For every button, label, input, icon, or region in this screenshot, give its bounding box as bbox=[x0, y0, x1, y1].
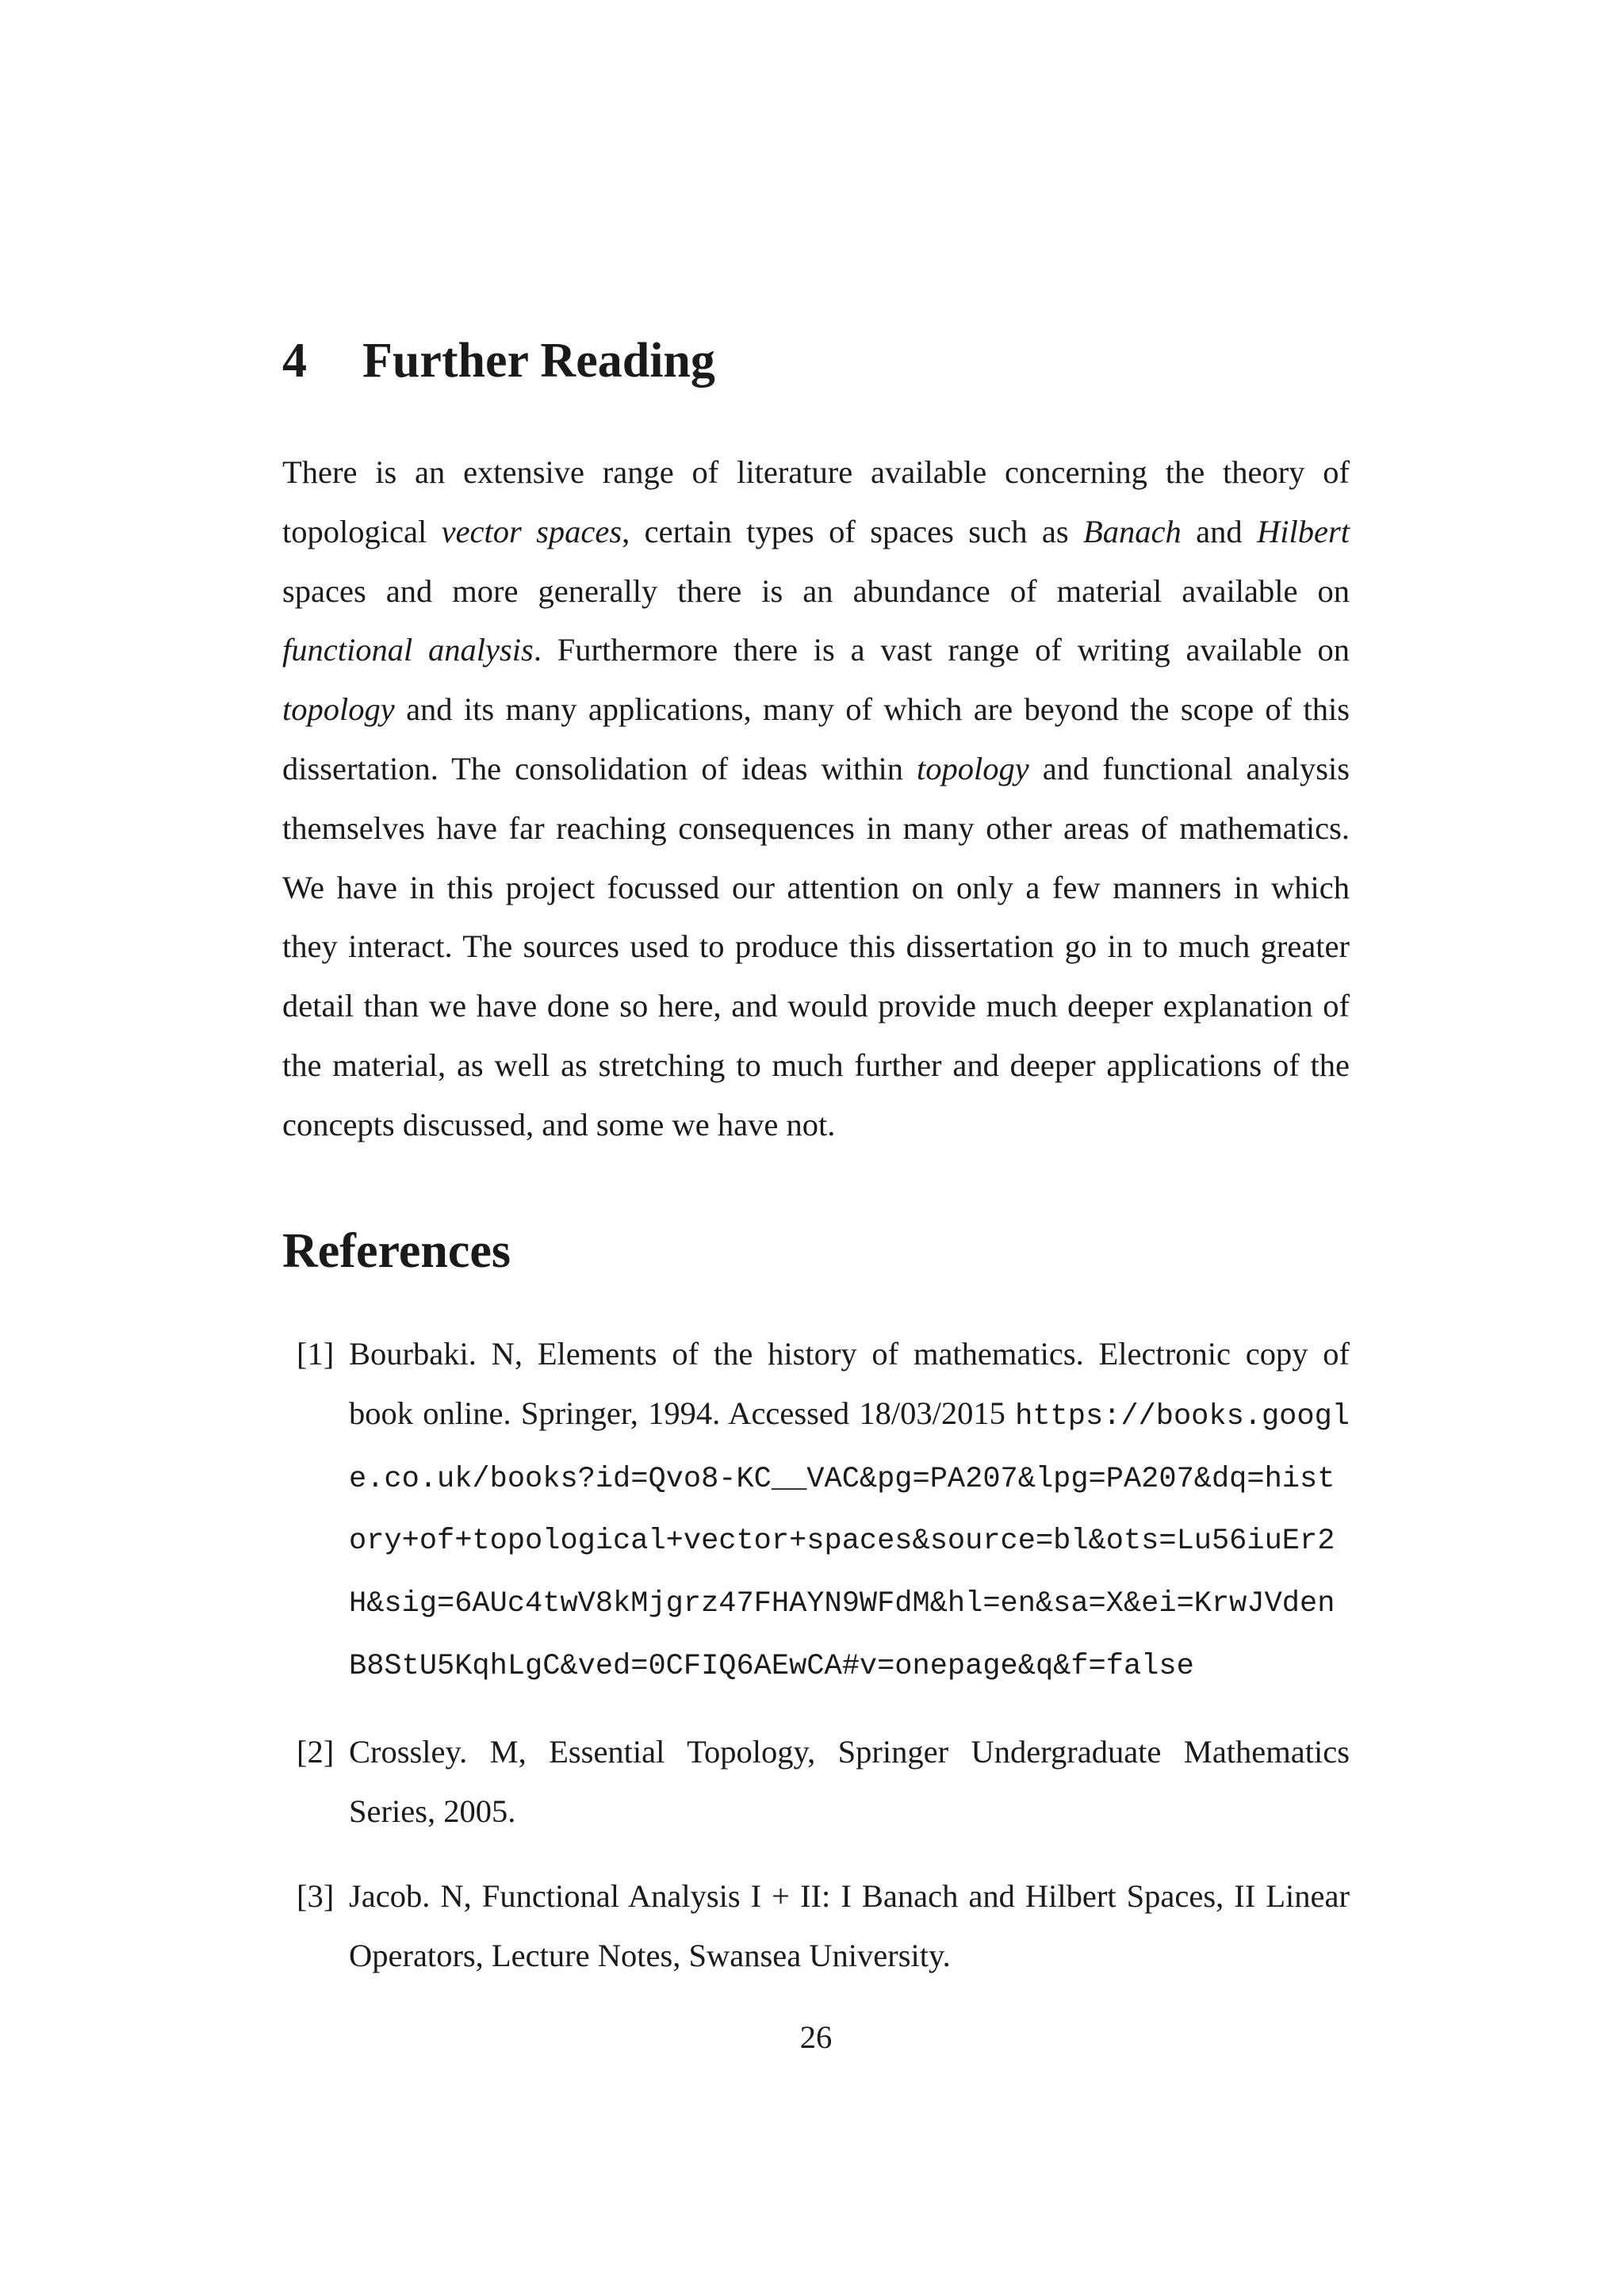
emphasis-topology: topology bbox=[916, 750, 1029, 786]
reference-text bbox=[349, 1325, 1350, 1697]
paragraph-text: There is an extensive range of literature available concerning the theory of topological bbox=[282, 454, 1350, 549]
reference-number: [1] bbox=[297, 1336, 335, 1372]
emphasis-vector-spaces: vector spaces bbox=[441, 513, 622, 549]
paragraph-text: and bbox=[1181, 513, 1257, 549]
page-number: 26 bbox=[799, 2019, 833, 2055]
reference-item bbox=[282, 1325, 1350, 1697]
reference-number: [2] bbox=[297, 1733, 335, 1770]
paragraph-text: and its many applications, many of which are beyond the scope of this dissertation. The consolidation of ideas within bbox=[282, 691, 1350, 786]
reference-list bbox=[282, 1325, 1350, 2012]
reference-text: Jacob. N, Functional Analysis I + II: I Banach and Hilbert Spaces, II Linear Operators, Lecture Notes, Swansea University. bbox=[349, 1878, 1350, 1974]
emphasis-hilbert: Hilbert bbox=[1256, 513, 1350, 549]
paragraph-text: . Furthermore there is a vast range of writing available on bbox=[533, 632, 1350, 668]
section-heading bbox=[282, 331, 715, 390]
reference-item bbox=[282, 1867, 1350, 1986]
section-number: 4 bbox=[282, 334, 307, 388]
emphasis-topology: topology bbox=[282, 691, 395, 728]
further-reading-paragraph bbox=[282, 443, 1350, 1155]
references-heading: References bbox=[282, 1224, 511, 1278]
reference-text: Crossley. M, Essential Topology, Springer Undergraduate Mathematics Series, 2005. bbox=[349, 1733, 1350, 1829]
paragraph-text: spaces and more generally there is an abundance of material available on bbox=[282, 572, 1350, 609]
reference-number: [3] bbox=[297, 1878, 335, 1915]
emphasis-functional-analysis: functional analysis bbox=[282, 632, 534, 668]
emphasis-banach: Banach bbox=[1083, 513, 1182, 549]
paragraph-text: , certain types of spaces such as bbox=[622, 513, 1084, 549]
paragraph-text: and functional analysis themselves have far reaching consequences in many other areas of mathematics. We have in this project focussed our attention on only a few manners in which they interact. The sources used to produce this dissertation go in to much greater detail than we have done so here, and would provide much deeper explanation of the material, as well as stretching to much further and deeper applications of the concepts discussed, and some we have not. bbox=[282, 750, 1350, 1142]
reference-citation: Bourbaki. N, Elements of the history of mathematics. Electronic copy of book online. Springer, 1994. Accessed 18/03/2015 bbox=[349, 1336, 1350, 1431]
document-page bbox=[282, 0, 1350, 2296]
reference-item bbox=[282, 1723, 1350, 1842]
section-title-text: Further Reading bbox=[362, 334, 715, 388]
reference-url-link[interactable]: https://books.google.co.uk/books?id=Qvo8-KC__VAC&pg=PA207&lpg=PA207&dq=history+of+topological+vector+spaces&source=bl&ots=Lu56iuEr2H&sig=6AUc4twV8kMjgrz47FHAYN9WFdM&hl=en&sa=X&ei=KrwJVdenB8StU5KqhLgC&ved=0CFIQ6AEwCA#v=onepage&q&f=false bbox=[349, 1399, 1350, 1683]
